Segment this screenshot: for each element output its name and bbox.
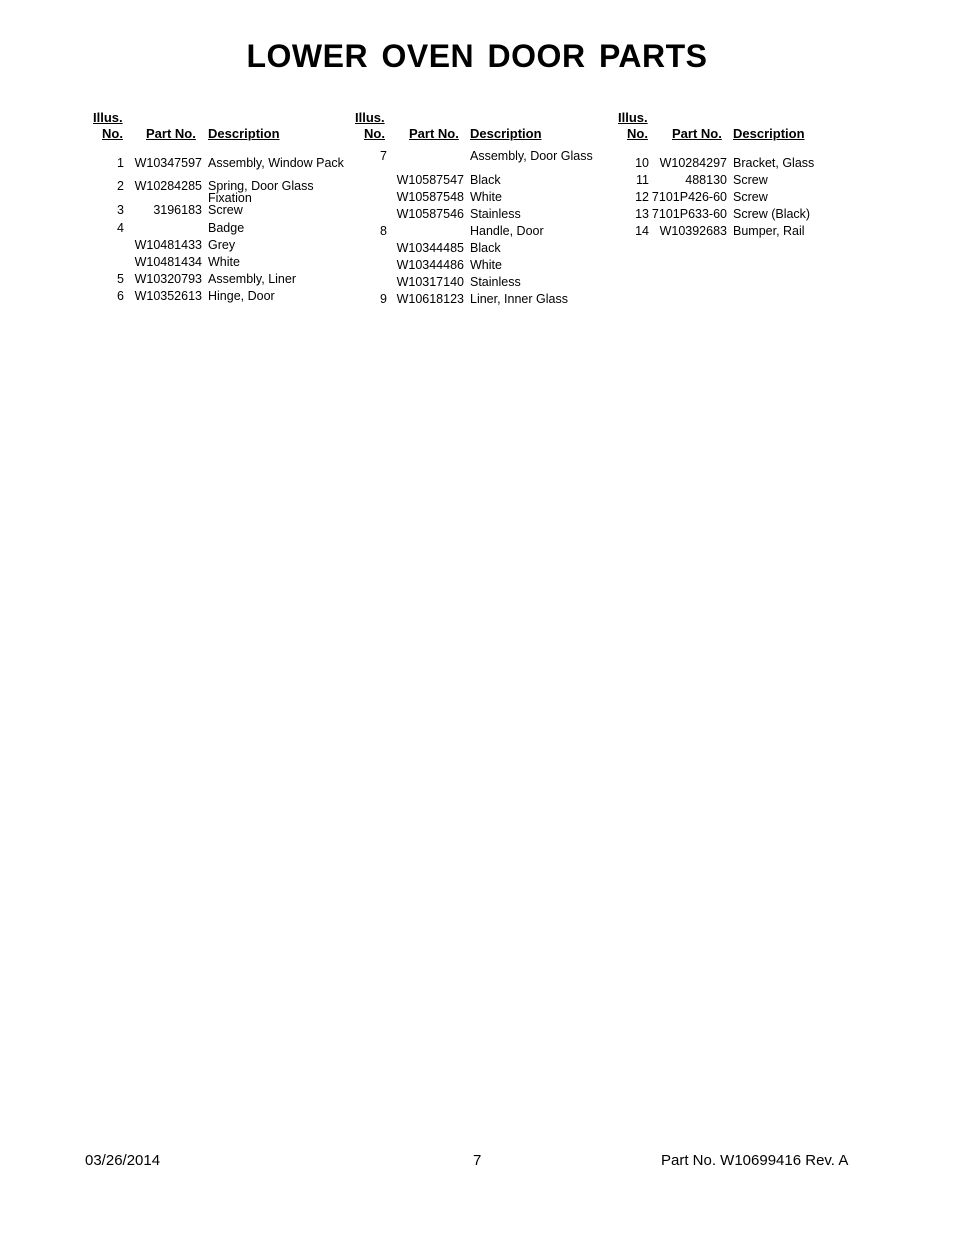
part-description: Liner, Inner Glass	[470, 292, 568, 306]
part-description: Assembly, Liner	[208, 272, 296, 286]
part-number: W10352613	[134, 289, 202, 303]
part-description: Spring, Door Glass	[208, 179, 314, 193]
parts-column-3	[615, 110, 875, 238]
part-number: W10344486	[396, 258, 464, 272]
part-description: White	[208, 255, 240, 269]
illus-number: 14	[635, 224, 649, 238]
illus-number: 9	[380, 292, 387, 306]
part-description: White	[470, 258, 502, 272]
footer-page-number: 7	[473, 1152, 482, 1169]
description-header: Description	[208, 126, 280, 141]
column-header	[352, 110, 612, 146]
part-number: W10481434	[134, 255, 202, 269]
part-number: W10587548	[396, 190, 464, 204]
part-description: Screw (Black)	[733, 207, 811, 221]
column-header	[615, 110, 875, 146]
description-header: Description	[733, 126, 805, 141]
part-number: W10344485	[396, 241, 464, 255]
part-description: Assembly, Window Pack	[208, 156, 344, 170]
part-description: Handle, Door	[470, 224, 544, 238]
illus-number: 5	[117, 272, 124, 286]
illus-number: 12	[635, 190, 649, 204]
part-number: W10284297	[659, 156, 727, 170]
parts-column-2	[352, 110, 612, 306]
illus-number: 3	[117, 203, 124, 217]
illus-number: 11	[636, 173, 649, 187]
part-number: W10347597	[134, 156, 202, 170]
part-number: 7101P633-60	[651, 207, 727, 221]
part-number: 3196183	[153, 203, 202, 217]
part-number: W10392683	[659, 224, 727, 238]
illus-header-top: Illus.	[355, 110, 385, 125]
illus-number: 7	[380, 149, 387, 163]
part-description: Hinge, Door	[208, 289, 275, 303]
part-description-continued: Fixation	[208, 191, 252, 205]
part-number: W10317140	[396, 275, 464, 289]
part-number: 7101P426-60	[651, 190, 727, 204]
part-description: Grey	[208, 238, 236, 252]
footer-date: 03/26/2014	[85, 1152, 161, 1169]
part-number: W10618123	[396, 292, 464, 306]
illus-number: 10	[635, 156, 649, 170]
page-title: LOWER OVEN DOOR PARTS	[246, 38, 708, 74]
part-description: Assembly, Door Glass	[470, 149, 593, 163]
parts-column-1	[90, 110, 350, 303]
part-no-header: Part No.	[672, 126, 722, 141]
part-number: W10587546	[396, 207, 464, 221]
part-no-header: Part No.	[409, 126, 459, 141]
part-description: Black	[470, 173, 501, 187]
part-description: Bumper, Rail	[733, 224, 805, 238]
part-description: White	[470, 190, 502, 204]
illus-header-top: Illus.	[93, 110, 123, 125]
illus-number: 4	[117, 221, 124, 235]
illus-number: 13	[635, 207, 649, 221]
part-description: Badge	[208, 221, 245, 235]
part-number: W10481433	[134, 238, 202, 252]
illus-header-bottom: No.	[627, 126, 648, 141]
column-header	[90, 110, 350, 146]
part-description: Bracket, Glass	[733, 156, 815, 170]
part-description: Stainless	[470, 207, 521, 221]
illus-header-bottom: No.	[364, 126, 385, 141]
part-description: Black	[470, 241, 501, 255]
footer-part-number: Part No. W10699416 Rev. A	[661, 1152, 849, 1169]
part-description: Screw	[733, 190, 768, 204]
description-header: Description	[470, 126, 542, 141]
part-no-header: Part No.	[146, 126, 196, 141]
part-number: 488130	[685, 173, 727, 187]
part-description: Screw	[733, 173, 768, 187]
illus-number: 6	[117, 289, 124, 303]
illus-header-top: Illus.	[618, 110, 648, 125]
part-number: W10320793	[134, 272, 202, 286]
illus-number: 1	[117, 156, 124, 170]
part-description: Screw	[208, 203, 243, 217]
part-description: Stainless	[470, 275, 521, 289]
illus-number: 8	[380, 224, 387, 238]
part-number: W10284285	[134, 179, 202, 193]
illus-number: 2	[117, 179, 124, 193]
illus-header-bottom: No.	[102, 126, 123, 141]
part-number: W10587547	[396, 173, 464, 187]
